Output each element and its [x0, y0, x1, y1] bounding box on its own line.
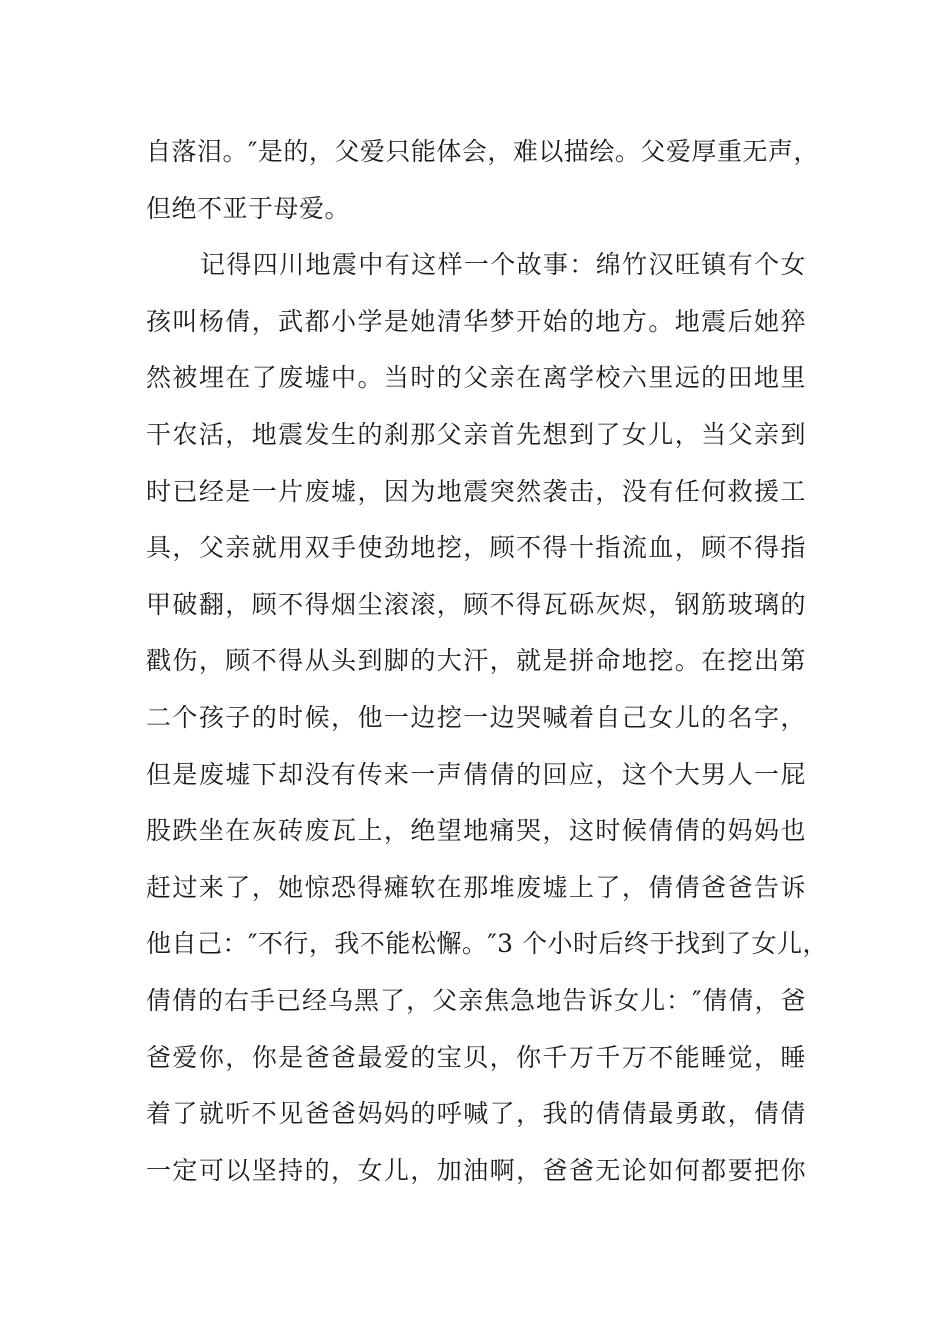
text-line: 戳伤，顾不得从头到脚的大汗，就是拼命地挖。在挖出第: [146, 646, 806, 676]
text-line: 爸爱你，你是爸爸最爱的宝贝，你千万千万不能睡觉，睡: [146, 1042, 806, 1072]
text-line: 然被埋在了废墟中。当时的父亲在离学校六里远的田地里: [146, 363, 806, 393]
body-text: [146, 124, 829, 1199]
text-line: 自落泪。″是的，父爱只能体会，难以描绘。父爱厚重无声，: [146, 137, 819, 166]
text-line: 孩叫杨倩，武都小学是她清华梦开始的地方。地震后她猝: [146, 306, 806, 336]
text-line: 股跌坐在灰砖废瓦上，绝望地痛哭，这时候倩倩的妈妈也: [146, 816, 806, 846]
text-line: 甲破翻，顾不得烟尘滚滚，顾不得瓦砾灰烬，钢筋玻璃的: [146, 589, 806, 619]
text-line: 他自己：″不行，我不能松懈。″3 个小时后终于找到了女儿，: [146, 929, 829, 959]
text-line: 但绝不亚于母爱。: [146, 193, 351, 223]
text-line: 倩倩的右手已经乌黑了，父亲焦急地告诉女儿：″倩倩，爸: [146, 985, 806, 1015]
text-line: 干农活，地震发生的刹那父亲首先想到了女儿，当父亲到: [146, 419, 806, 449]
text-line: 一定可以坚持的，女儿，加油啊，爸爸无论如何都要把你: [146, 1155, 806, 1185]
text-line: 但是废墟下却没有传来一声倩倩的回应，这个大男人一屁: [146, 759, 806, 789]
text-line: 着了就听不见爸爸妈妈的呼喊了，我的倩倩最勇敢，倩倩: [146, 1099, 806, 1129]
text-line: 时已经是一片废墟，因为地震突然袭击，没有任何救援工: [146, 476, 806, 506]
text-line: 二个孩子的时候，他一边挖一边哭喊着自己女儿的名字，: [146, 702, 806, 732]
text-line: 赶过来了，她惊恐得瘫软在那堆废墟上了，倩倩爸爸告诉: [146, 872, 806, 902]
text-line: 具，父亲就用双手使劲地挖，顾不得十指流血，顾不得指: [146, 533, 806, 563]
text-line: 记得四川地震中有这样一个故事：绵竹汉旺镇有个女: [200, 250, 806, 280]
